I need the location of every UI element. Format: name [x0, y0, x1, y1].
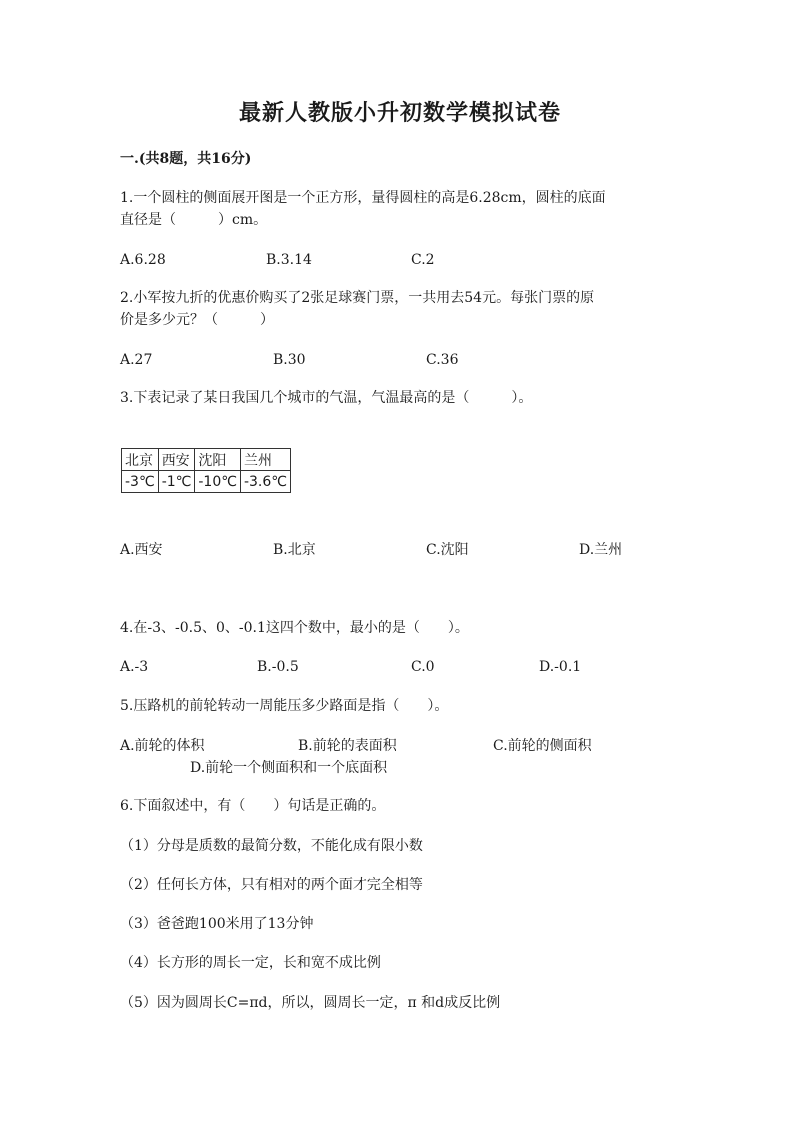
section-heading: 一.(共8题，共16分): [120, 151, 252, 167]
question-5-text: 5.压路机的前轮转动一周能压多少路面是指（ ）。: [120, 698, 449, 714]
question-2-option-a: A.27: [120, 352, 153, 368]
table-row: [122, 449, 291, 471]
page-title: 最新人教版小升初数学模拟试卷: [238, 100, 561, 126]
question-3-text: 3.下表记录了某日我国几个城市的气温，气温最高的是（ ）。: [120, 390, 533, 406]
question-4-text: 4.在-3、-0.5、0、-0.1这四个数中，最小的是（ ）。: [120, 620, 469, 636]
table-cell-temp: -10℃: [195, 471, 241, 493]
temperature-table: [121, 448, 291, 493]
question-6-text: 6.下面叙述中，有（ ）句话是正确的。: [120, 798, 386, 814]
question-1-text-cont: 直径是（ ）cm。: [120, 212, 268, 228]
question-5-option-d: D.前轮一个侧面积和一个底面积: [190, 760, 388, 776]
question-6-statement-3: （3）爸爸跑100米用了13分钟: [120, 916, 314, 932]
question-3-option-a: A.西安: [120, 542, 163, 558]
question-1-text: 1.一个圆柱的侧面展开图是一个正方形，量得圆柱的高是6.28cm，圆柱的底面: [120, 190, 606, 206]
question-3-option-c: C.沈阳: [426, 542, 469, 558]
question-6-statement-1: （1）分母是质数的最简分数，不能化成有限小数: [120, 838, 423, 854]
table-cell-temp: -3℃: [122, 471, 159, 493]
question-1-option-a: A.6.28: [120, 252, 166, 268]
question-5-option-b: B.前轮的表面积: [298, 738, 397, 754]
question-2-option-b: B.30: [273, 352, 306, 368]
table-cell-city: 沈阳: [195, 449, 241, 471]
question-6-statement-5: （5）因为圆周长C=πd，所以，圆周长一定，π 和d成反比例: [120, 995, 501, 1011]
table-row: [122, 471, 291, 493]
question-5-option-c: C.前轮的侧面积: [493, 738, 592, 754]
table-cell-temp: -3.6℃: [240, 471, 290, 493]
question-5-option-a: A.前轮的体积: [120, 738, 205, 754]
question-4-option-a: A.-3: [120, 659, 149, 675]
question-2-option-c: C.36: [426, 352, 459, 368]
question-2-text: 2.小军按九折的优惠价购买了2张足球赛门票，一共用去54元。每张门票的原: [120, 290, 595, 306]
table-cell-city: 兰州: [240, 449, 290, 471]
question-1-option-b: B.3.14: [266, 252, 312, 268]
question-4-option-c: C.0: [411, 659, 435, 675]
table-cell-temp: -1℃: [158, 471, 195, 493]
question-2-text-cont: 价是多少元？（ ）: [120, 312, 274, 328]
question-4-option-d: D.-0.1: [539, 659, 582, 675]
question-1-option-c: C.2: [411, 252, 435, 268]
question-6-statement-2: （2）任何长方体，只有相对的两个面才完全相等: [120, 877, 423, 893]
question-6-statement-4: （4）长方形的周长一定，长和宽不成比例: [120, 955, 381, 971]
table-cell-city: 北京: [122, 449, 159, 471]
question-3-option-d: D.兰州: [579, 542, 623, 558]
table-cell-city: 西安: [158, 449, 195, 471]
question-3-option-b: B.北京: [273, 542, 316, 558]
question-4-option-b: B.-0.5: [257, 659, 299, 675]
